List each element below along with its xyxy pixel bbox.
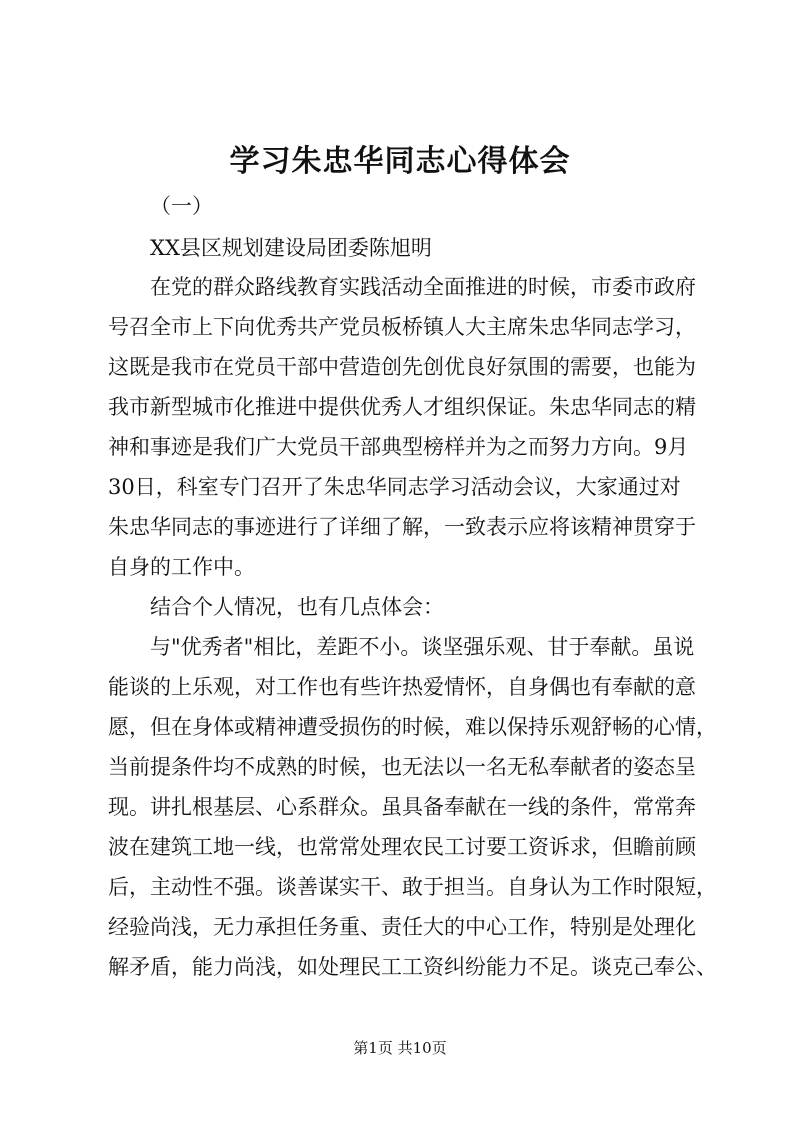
document-title: 学习朱忠华同志心得体会 <box>229 144 571 179</box>
paragraph-line: 我市新型城市化推进中提供优秀人才组织保证。朱忠华同志的精 <box>108 395 696 419</box>
author-line: XX县区规划建设局团委陈旭明 <box>150 236 432 260</box>
paragraph-line: 解矛盾，能力尚浅，如处理民工工资纠纷能力不足。谈克己奉公、 <box>108 955 717 979</box>
paragraph-line: 现。讲扎根基层、心系群众。虽具备奉献在一线的条件，常常奔 <box>108 795 696 819</box>
section-number: （一） <box>150 194 213 218</box>
paragraph-line: 愿，但在身体或精神遭受损伤的时候，难以保持乐观舒畅的心情， <box>108 715 717 739</box>
paragraph-line: 30日，科室专门召开了朱忠华同志学习活动会议，大家通过对 <box>108 475 681 499</box>
paragraph-line: 后，主动性不强。谈善谋实干、敢于担当。自身认为工作时限短， <box>108 875 717 899</box>
paragraph-line: 能谈的上乐观，对工作也有些许热爱情怀，自身偶也有奉献的意 <box>108 675 696 699</box>
paragraph-line: 号召全市上下向优秀共产党员板桥镇人大主席朱忠华同志学习， <box>108 315 696 339</box>
paragraph-line: 在党的群众路线教育实践活动全面推进的时候，市委市政府 <box>150 275 696 299</box>
paragraph-line: 波在建筑工地一线，也常常处理农民工讨要工资诉求，但瞻前顾 <box>108 835 696 859</box>
paragraph-line: 朱忠华同志的事迹进行了详细了解，一致表示应将该精神贯穿于 <box>108 515 696 539</box>
paragraph-line: 结合个人情况，也有几点体会： <box>150 595 444 619</box>
paragraph-line: 当前提条件均不成熟的时候，也无法以一名无私奉献者的姿态呈 <box>108 755 696 779</box>
page-footer: 第1页 共10页 <box>353 1039 447 1057</box>
paragraph-line: 自身的工作中。 <box>108 555 255 579</box>
paragraph-line: 这既是我市在党员干部中营造创先创优良好氛围的需要，也能为 <box>108 355 696 379</box>
paragraph-line: 与"优秀者"相比，差距不小。谈坚强乐观、甘于奉献。虽说 <box>150 635 695 659</box>
paragraph-line: 神和事迹是我们广大党员干部典型榜样并为之而努力方向。9月 <box>108 435 689 459</box>
paragraph-line: 经验尚浅，无力承担任务重、责任大的中心工作，特别是处理化 <box>108 915 696 939</box>
